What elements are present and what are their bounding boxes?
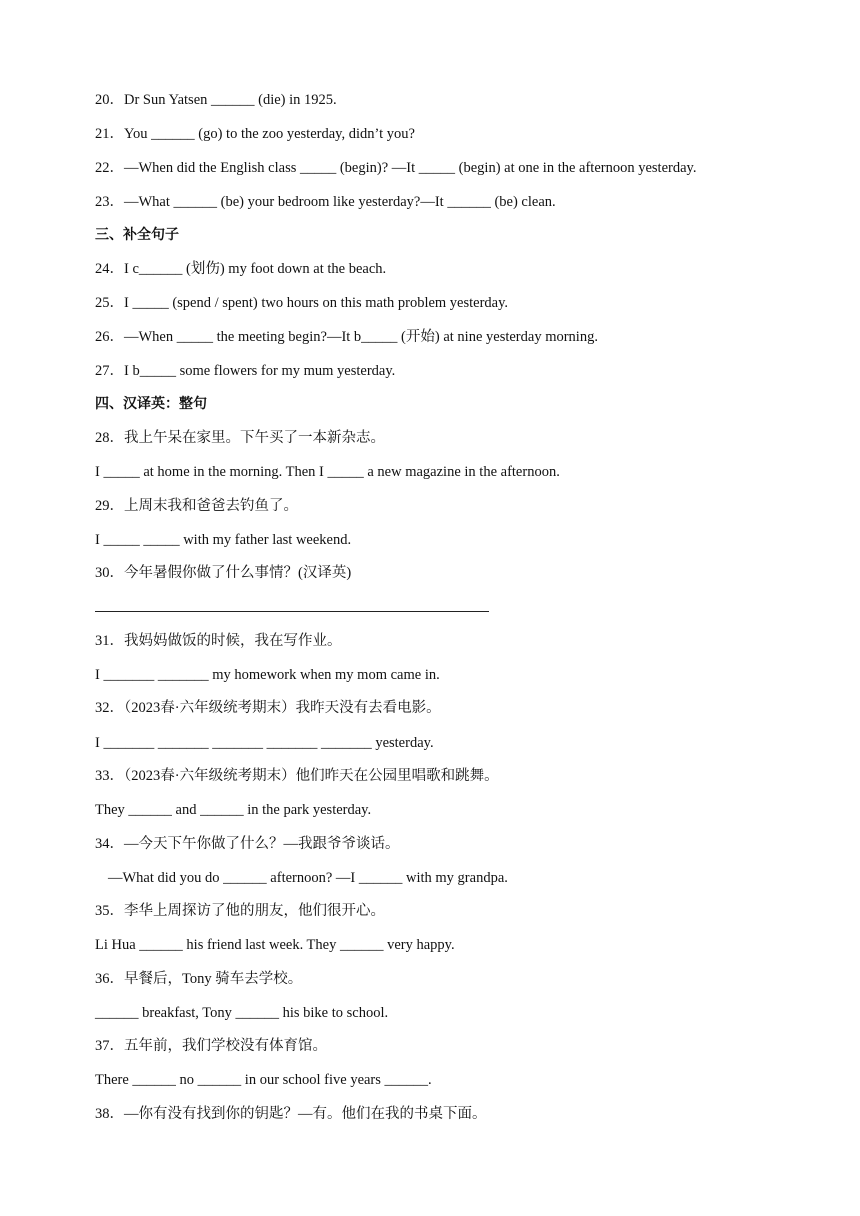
question-32: 32．（2023春·六年级统考期末）我昨天没有去看电影。 [95, 700, 441, 716]
question-37: 37．五年前，我们学校没有体育馆。 [95, 1038, 327, 1054]
answer-31: I _______ _______ my homework when my mom came in. [95, 667, 440, 683]
question-23: 23．—What ______ (be) your bedroom like yesterday?—It ______ (be) clean. [95, 194, 556, 210]
answer-35: Li Hua ______ his friend last week. They ______ very happy. [95, 937, 455, 953]
question-21: 21．You ______ (go) to the zoo yesterday, didn’t you? [95, 126, 415, 142]
question-25: 25．I _____ (spend / spent) two hours on this math problem yesterday. [95, 295, 509, 311]
answer-34: —What did you do ______ afternoon? —I ______ with my grandpa. [108, 870, 508, 886]
question-34: 34．—今天下午你做了什么？—我跟爷爷谈话。 [95, 836, 400, 852]
question-20: 20．Dr Sun Yatsen ______ (die) in 1925. [95, 92, 337, 108]
question-33: 33．（2023春·六年级统考期末）他们昨天在公园里唱歌和跳舞。 [95, 768, 499, 784]
answer-36: ______ breakfast, Tony ______ his bike to school. [95, 1005, 389, 1021]
question-26: 26．—When _____ the meeting begin?—It b_____ (开始) at nine yesterday morning. [95, 329, 598, 345]
question-31: 31．我妈妈做饭的时候，我在写作业。 [95, 633, 342, 649]
answer-29: I _____ _____ with my father last weekend. [95, 532, 352, 548]
question-30: 30．今年暑假你做了什么事情？(汉译英) [95, 565, 352, 581]
question-35: 35．李华上周探访了他的朋友，他们很开心。 [95, 903, 385, 919]
answer-line-30 [95, 611, 489, 612]
question-38: 38．—你有没有找到你的钥匙？—有。他们在我的书桌下面。 [95, 1106, 487, 1122]
answer-37: There ______ no ______ in our school five years ______. [95, 1072, 432, 1088]
question-27: 27．I b_____ some flowers for my mum yesterday. [95, 363, 396, 379]
question-28: 28．我上午呆在家里。下午买了一本新杂志。 [95, 430, 385, 446]
question-36: 36．早餐后，Tony 骑车去学校。 [95, 971, 303, 987]
answer-28: I _____ at home in the morning. Then I _____ a new magazine in the afternoon. [95, 464, 560, 480]
answer-32: I _______ _______ _______ _______ _______ yesterday. [95, 735, 434, 751]
answer-33: They ______ and ______ in the park yesterday. [95, 802, 372, 818]
question-22: 22．—When did the English class _____ (begin)? —It _____ (begin) at one in the afternoon yesterday. [95, 160, 697, 176]
question-24: 24．I c______ (划伤) my foot down at the beach. [95, 261, 387, 277]
section-heading-3: 三、补全句子 [95, 227, 179, 243]
section-heading-4: 四、汉译英：整句 [95, 396, 207, 412]
question-29: 29．上周末我和爸爸去钓鱼了。 [95, 498, 298, 514]
